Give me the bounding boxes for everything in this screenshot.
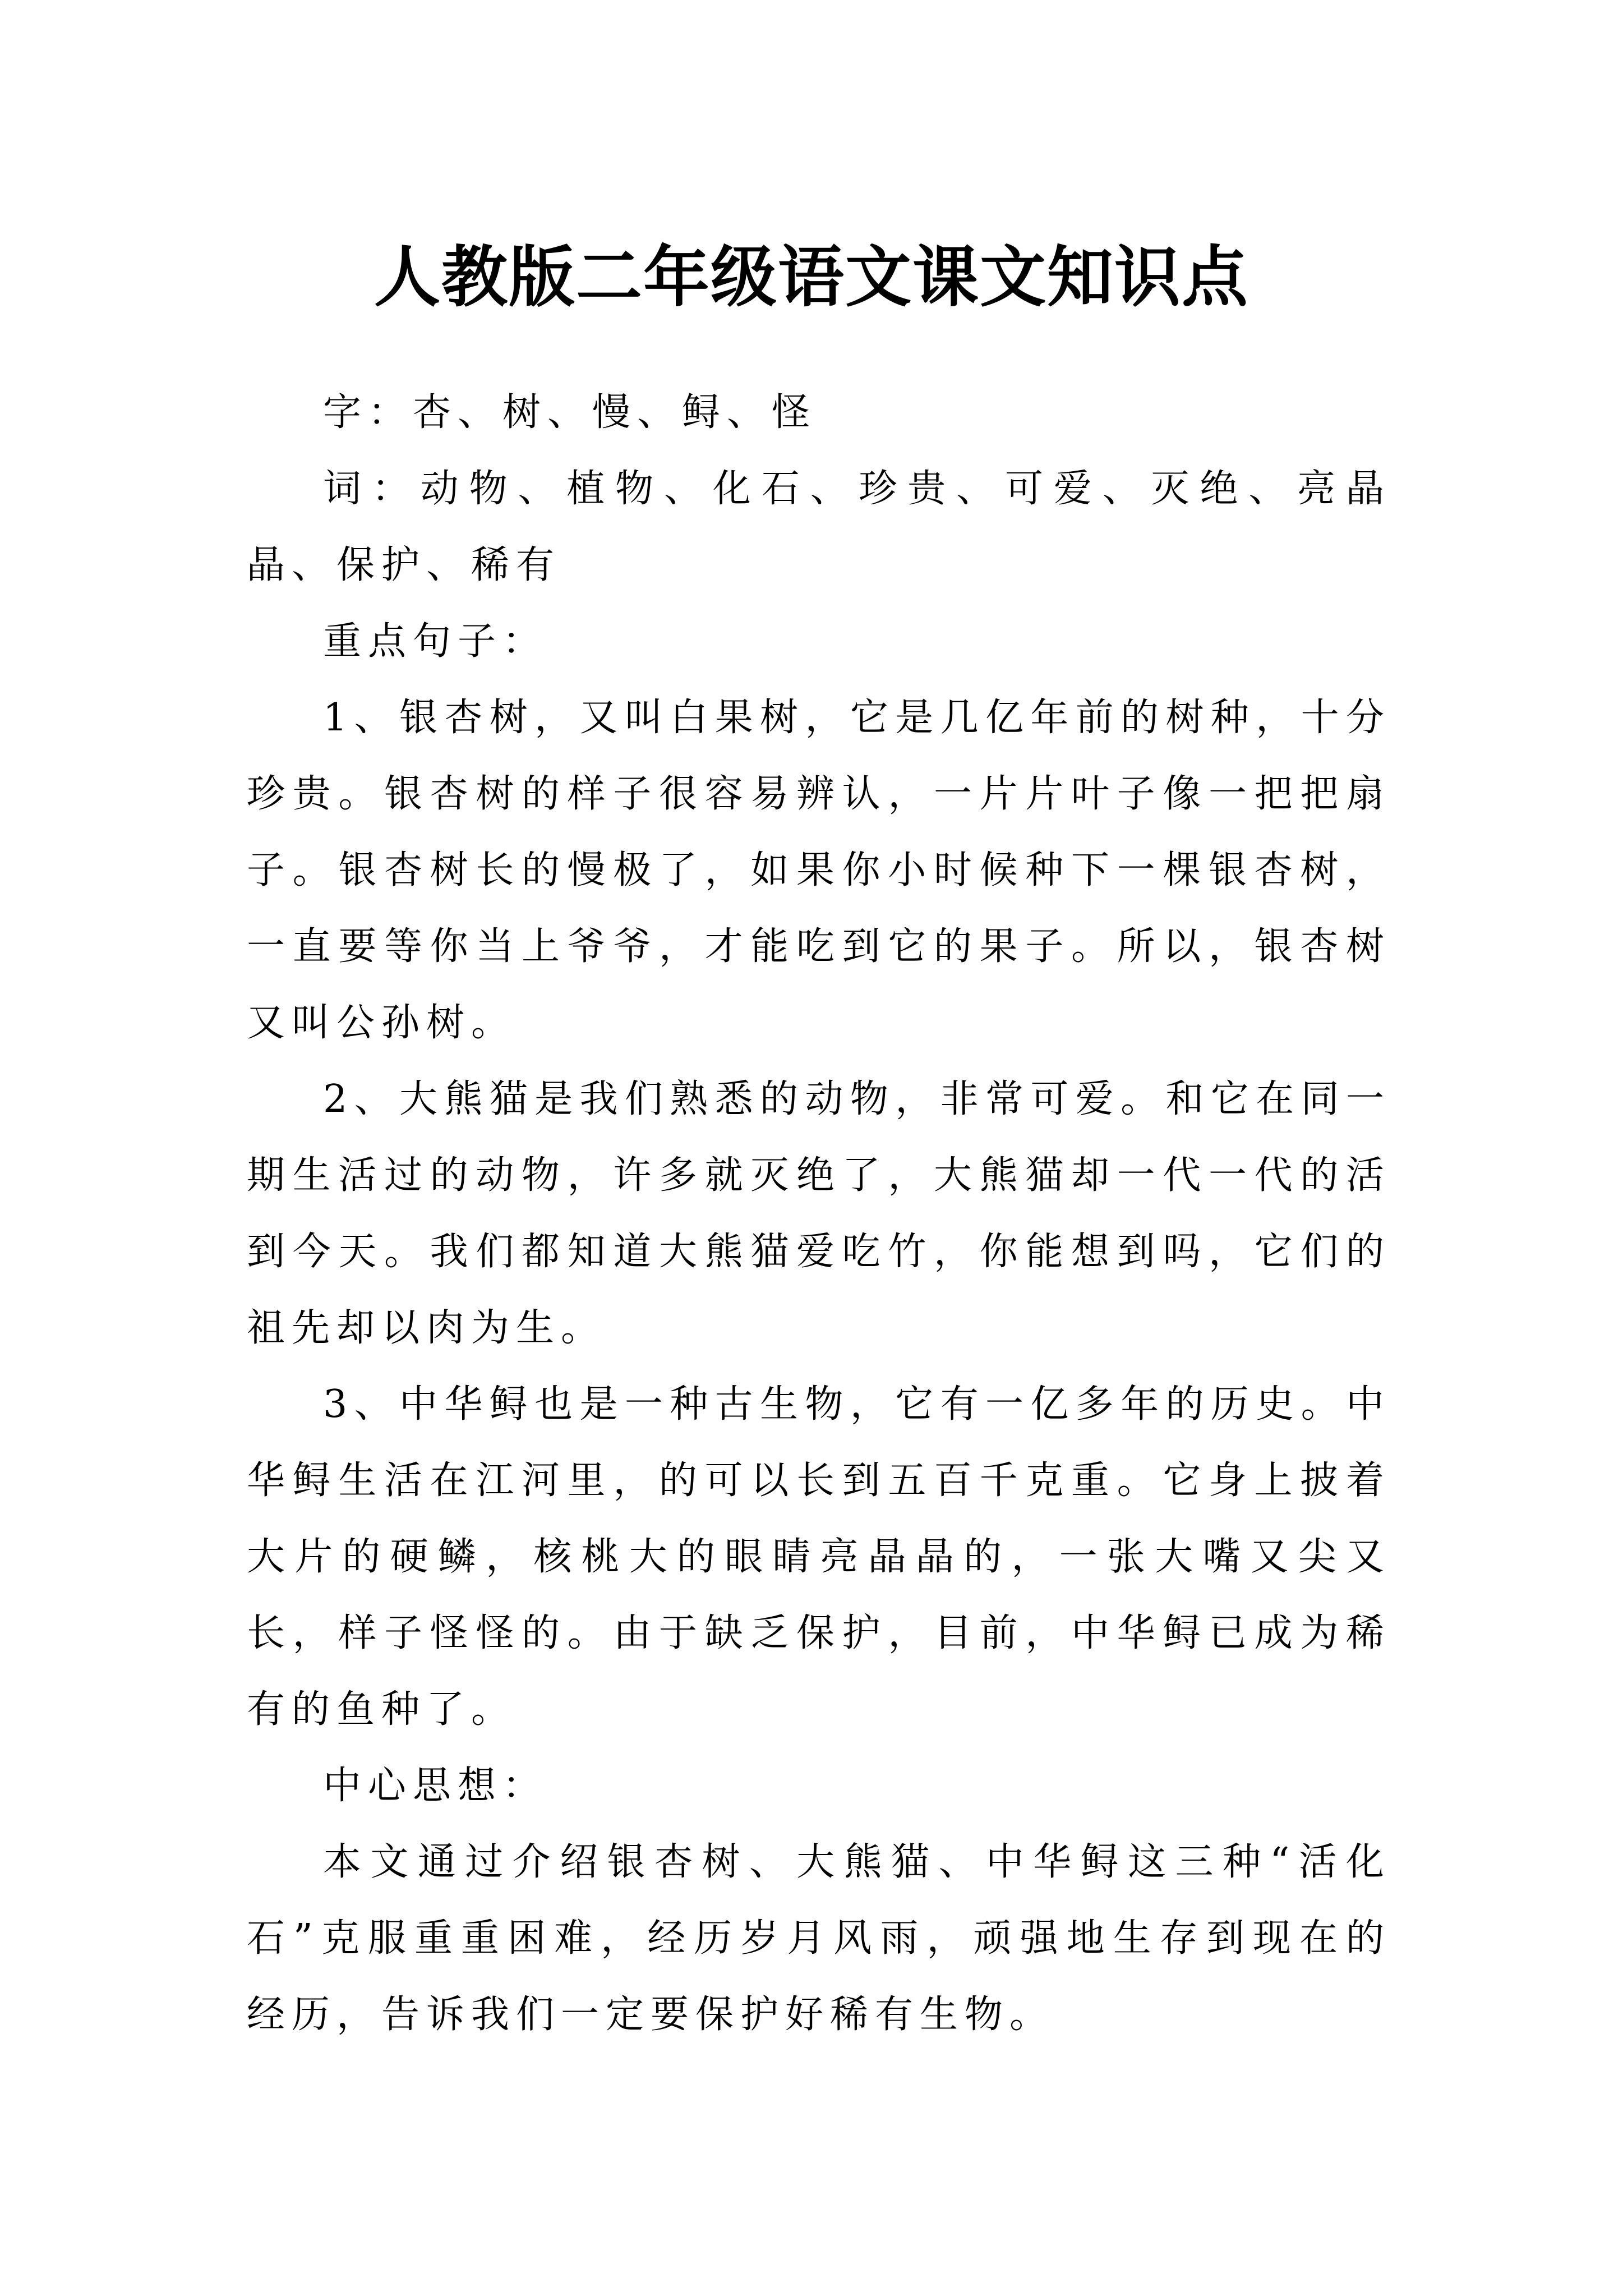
- document-body: [247, 375, 1391, 2053]
- sentence-2: 2、大熊猫是我们熟悉的动物，非常可爱。和它在同一期生活过的动物，许多就灭绝了，大熊猫却一代一代的活到今天。我们都知道大熊猫爱吃竹，你能想到吗，它们的祖先却以肉为生。: [247, 1077, 1391, 1350]
- sentence-1: 1、银杏树，又叫白果树，它是几亿年前的树种，十分珍贵。银杏树的样子很容易辨认，一片片叶子像一把把扇子。银杏树长的慢极了，如果你小时候种下一棵银杏树，一直要等你当上爷爷，才能吃到它的果子。所以，银杏树又叫公孙树。: [247, 696, 1391, 1045]
- words-line: 词：动物、植物、化石、珍贵、可爱、灭绝、亮晶晶、保护、稀有: [247, 467, 1391, 587]
- key-sentences-heading: 重点句子：: [323, 619, 548, 664]
- sentence-3: 3、中华鲟也是一种古生物，它有一亿多年的历史。中华鲟生活在江河里，的可以长到五百千克重。它身上披着大片的硬鳞，核桃大的眼睛亮晶晶的，一张大嘴又尖又长，样子怪怪的。由于缺乏保护，目前，中华鲟已成为稀有的鱼种了。: [247, 1382, 1391, 1732]
- main-idea-heading: 中心思想：: [323, 1764, 548, 1808]
- characters-line: 字：杏、树、慢、鲟、怪: [323, 390, 817, 435]
- main-idea-paragraph: 本文通过介绍银杏树、大熊猫、中华鲟这三种“活化石”克服重重困难，经历岁月风雨，顽强地生存到现在的经历，告诉我们一定要保护好稀有生物。: [247, 1840, 1391, 2037]
- document-title: 人教版二年级语文课文知识点: [374, 238, 1249, 316]
